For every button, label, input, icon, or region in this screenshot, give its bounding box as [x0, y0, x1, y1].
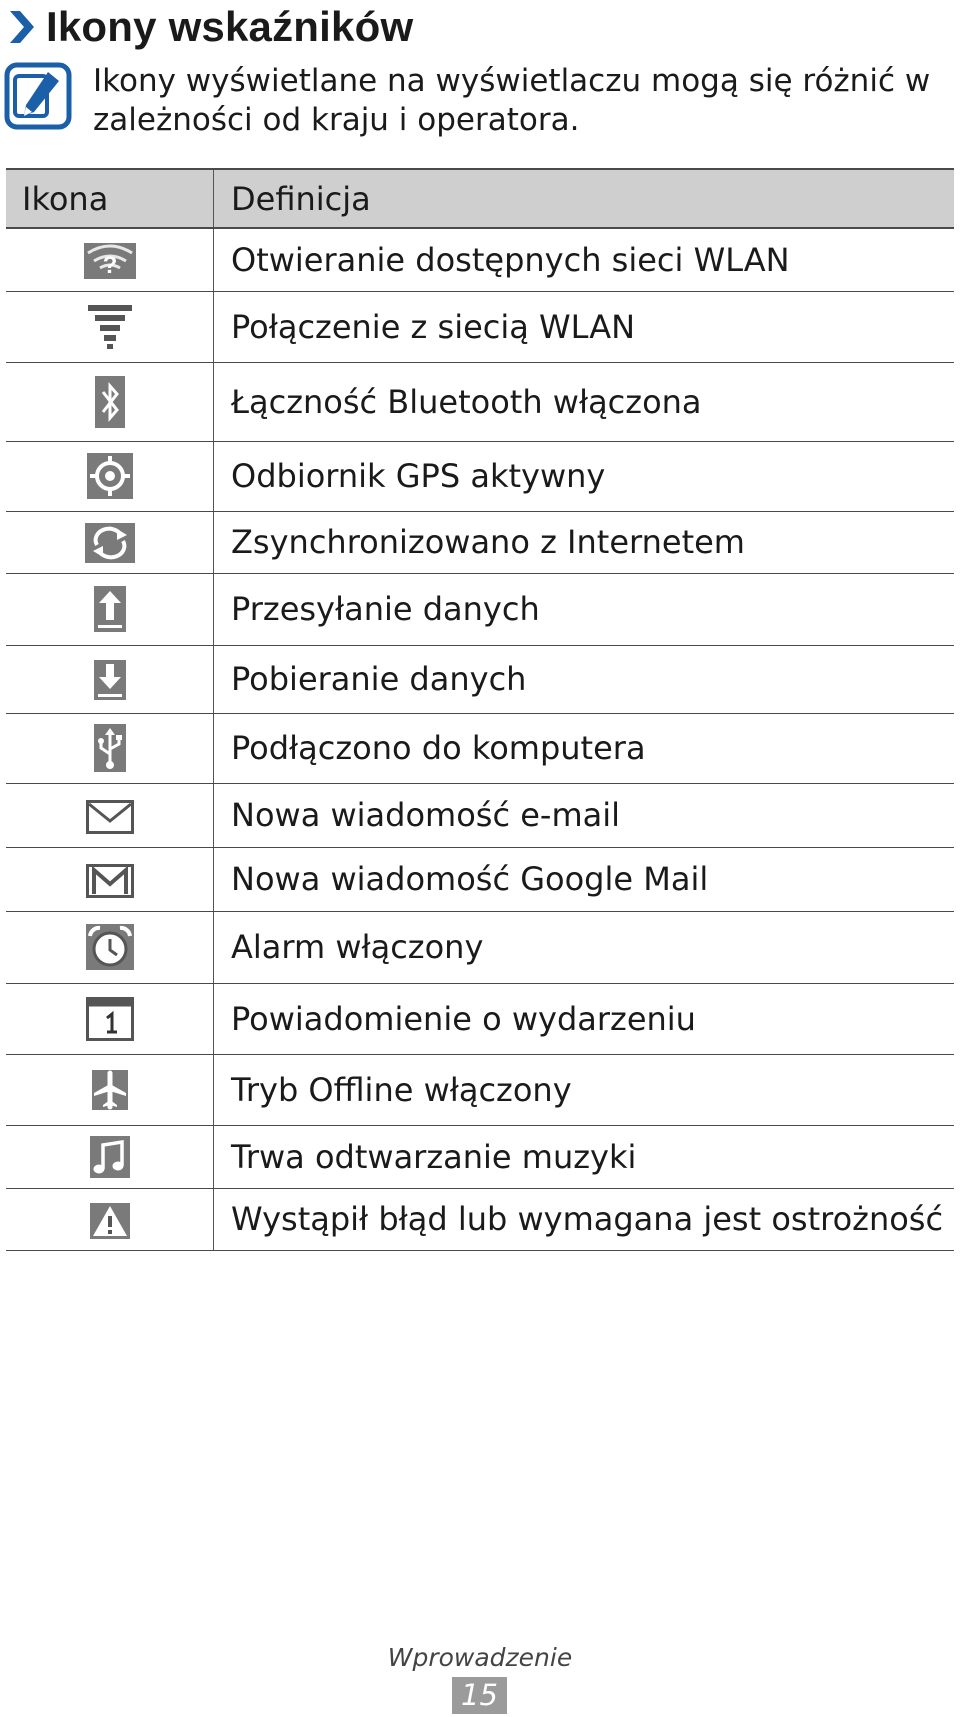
row-definition: Połączenie z siecią WLAN: [214, 291, 955, 362]
note-text: Ikony wyświetlane na wyświetlaczu mogą się różnić w zależności od kraju i operatora.: [93, 63, 931, 138]
row-definition: Powiadomienie o wydarzeniu: [214, 983, 955, 1054]
email-icon: [86, 800, 134, 834]
sync-icon: [85, 523, 135, 563]
row-definition: Podłączono do komputera: [214, 713, 955, 783]
row-definition: Odbiornik GPS aktywny: [214, 441, 955, 511]
table-row: [6, 1054, 954, 1125]
chevron-right-icon: [6, 7, 38, 47]
table-row: [6, 441, 954, 511]
table-row: [6, 573, 954, 645]
table-row: [6, 713, 954, 783]
usb-icon: [94, 724, 126, 772]
table-row: [6, 645, 954, 713]
footer-chapter-label: Wprowadzenie: [387, 1643, 573, 1672]
gps-icon: [87, 453, 133, 499]
table-header-row: [6, 169, 954, 228]
table-row: [6, 783, 954, 847]
row-definition: Alarm włączony: [214, 911, 955, 983]
table-row: [6, 511, 954, 573]
airplane-icon: [92, 1070, 128, 1110]
row-definition: Otwieranie dostępnych sieci WLAN: [214, 228, 955, 291]
indicator-icons-table: [6, 168, 954, 1251]
bluetooth-icon: [95, 376, 125, 428]
warning-icon: [90, 1203, 130, 1239]
table-row: [6, 847, 954, 911]
section-header: [6, 2, 413, 52]
row-definition: Zsynchronizowano z Internetem: [214, 511, 955, 573]
page-number: 15: [452, 1677, 507, 1714]
music-note-icon: [90, 1136, 130, 1178]
row-definition: Nowa wiadomość Google Mail: [214, 847, 955, 911]
row-definition: Trwa odtwarzanie muzyki: [214, 1125, 955, 1188]
table-row: [6, 362, 954, 441]
calendar-event-icon: [86, 997, 134, 1041]
gmail-icon: [86, 864, 134, 898]
download-icon: [94, 660, 126, 700]
wifi-open-networks-icon: [84, 243, 136, 279]
row-definition: Tryb Offline włączony: [214, 1054, 955, 1125]
wifi-connected-icon: [88, 305, 132, 349]
row-definition: Łączność Bluetooth włączona: [214, 362, 955, 441]
table-row: [6, 983, 954, 1054]
table-row: [6, 911, 954, 983]
row-definition: Wystąpił błąd lub wymagana jest ostrożność: [214, 1188, 955, 1250]
note-pencil-icon: [4, 62, 72, 130]
header-definition-column: Definicja: [214, 169, 955, 228]
header-icon-column: Ikona: [6, 169, 214, 228]
section-title: Ikony wskaźników: [46, 3, 414, 50]
table-row: [6, 1125, 954, 1188]
table-row: [6, 1188, 954, 1250]
row-definition: Nowa wiadomość e-mail: [214, 783, 955, 847]
table-row: [6, 291, 954, 362]
svg-text:?: ?: [102, 252, 117, 280]
row-definition: Przesyłanie danych: [214, 573, 955, 645]
row-definition: Pobieranie danych: [214, 645, 955, 713]
alarm-clock-icon: [86, 924, 134, 970]
upload-icon: [94, 586, 126, 632]
table-row: [6, 228, 954, 291]
